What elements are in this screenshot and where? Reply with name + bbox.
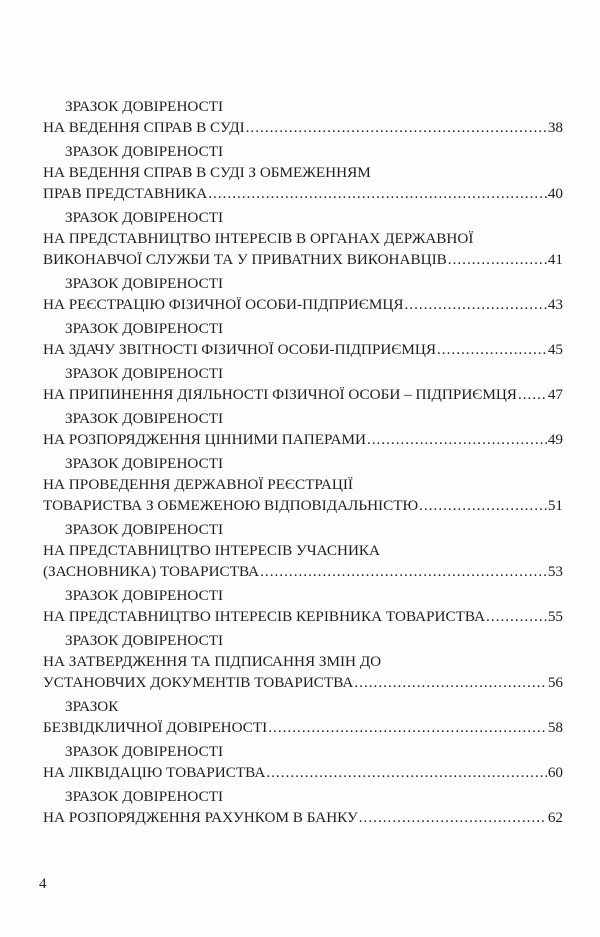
entry-title-line: НА ПРЕДСТАВНИЦТВО ІНТЕРЕСІВ В ОРГАНАХ ДЕРЖАВНОЇ — [43, 230, 474, 247]
dot-leader — [419, 495, 547, 516]
toc-entry[interactable] — [43, 786, 563, 828]
entry-title: НА РЕЄСТРАЦІЮ ФІЗИЧНОЇ ОСОБИ-ПІДПРИЄМЦЯ — [43, 296, 404, 313]
toc-entry[interactable] — [43, 318, 563, 360]
toc-entry[interactable] — [43, 363, 563, 405]
entry-heading: ЗРАЗОК ДОВІРЕНОСТІ — [65, 143, 224, 160]
entry-title-last-line — [43, 807, 563, 828]
table-of-contents — [43, 96, 563, 831]
entry-title: НА ПРЕДСТАВНИЦТВО ІНТЕРЕСІВ КЕРІВНИКА ТОВАРИСТВА — [43, 608, 486, 625]
toc-entry[interactable] — [43, 741, 563, 783]
entry-title: НА РОЗПОРЯДЖЕННЯ ЦІННИМИ ПАПЕРАМИ — [43, 431, 366, 448]
entry-title-line: НА ВЕДЕННЯ СПРАВ В СУДІ З ОБМЕЖЕННЯМ — [43, 164, 371, 181]
dot-leader — [518, 384, 547, 405]
entry-title: ПРАВ ПРЕДСТАВНИКА — [43, 185, 208, 202]
dot-leader — [266, 762, 546, 783]
entry-page-number: 62 — [547, 809, 563, 826]
entry-title-last-line — [43, 561, 563, 582]
entry-title-last-line — [43, 495, 563, 516]
entry-title: ТОВАРИСТВА З ОБМЕЖЕНОЮ ВІДПОВІДАЛЬНІСТЮ — [43, 497, 419, 514]
entry-title-line: НА ПРОВЕДЕННЯ ДЕРЖАВНОЇ РЕЄСТРАЦІЇ — [43, 476, 353, 493]
page-number: 4 — [39, 876, 47, 892]
entry-title: НА ВЕДЕННЯ СПРАВ В СУДІ — [43, 119, 245, 136]
dot-leader — [486, 606, 547, 627]
entry-title-last-line — [43, 339, 563, 360]
toc-entry[interactable] — [43, 519, 563, 582]
dot-leader — [404, 294, 546, 315]
entry-heading: ЗРАЗОК ДОВІРЕНОСТІ — [65, 788, 224, 805]
dot-leader — [208, 183, 547, 204]
entry-heading: ЗРАЗОК ДОВІРЕНОСТІ — [65, 275, 224, 292]
dot-leader — [367, 429, 547, 450]
dot-leader — [359, 807, 547, 828]
entry-page-number: 45 — [547, 341, 563, 358]
entry-title: НА ЛІКВІДАЦІЮ ТОВАРИСТВА — [43, 764, 266, 781]
entry-heading: ЗРАЗОК ДОВІРЕНОСТІ — [65, 455, 224, 472]
dot-leader — [437, 339, 547, 360]
entry-heading: ЗРАЗОК ДОВІРЕНОСТІ — [65, 521, 224, 538]
entry-page-number: 49 — [547, 431, 563, 448]
entry-title-last-line — [43, 717, 563, 738]
entry-heading: ЗРАЗОК ДОВІРЕНОСТІ — [65, 320, 224, 337]
entry-page-number: 56 — [547, 674, 563, 691]
dot-leader — [354, 672, 546, 693]
entry-title-last-line — [43, 672, 563, 693]
toc-entry[interactable] — [43, 585, 563, 627]
entry-heading: ЗРАЗОК ДОВІРЕНОСТІ — [65, 410, 224, 427]
entry-title-line: НА ПРЕДСТАВНИЦТВО ІНТЕРЕСІВ УЧАСНИКА — [43, 542, 381, 559]
entry-heading: ЗРАЗОК ДОВІРЕНОСТІ — [65, 587, 224, 604]
toc-entry[interactable] — [43, 408, 563, 450]
entry-page-number: 40 — [547, 185, 563, 202]
toc-entry[interactable] — [43, 453, 563, 516]
entry-title-last-line — [43, 294, 563, 315]
dot-leader — [246, 117, 547, 138]
dot-leader — [268, 717, 547, 738]
entry-page-number: 53 — [547, 563, 563, 580]
entry-title: (ЗАСНОВНИКА) ТОВАРИСТВА — [43, 563, 260, 580]
entry-title-line: НА ЗАТВЕРДЖЕННЯ ТА ПІДПИСАННЯ ЗМІН ДО — [43, 653, 382, 670]
entry-page-number: 55 — [547, 608, 563, 625]
entry-heading: ЗРАЗОК — [65, 698, 119, 715]
entry-heading: ЗРАЗОК ДОВІРЕНОСТІ — [65, 98, 224, 115]
entry-page-number: 58 — [547, 719, 563, 736]
toc-entry[interactable] — [43, 273, 563, 315]
entry-title-last-line — [43, 183, 563, 204]
entry-title-last-line — [43, 606, 563, 627]
entry-heading: ЗРАЗОК ДОВІРЕНОСТІ — [65, 365, 224, 382]
toc-entry[interactable] — [43, 141, 563, 204]
entry-page-number: 47 — [547, 386, 563, 403]
entry-page-number: 41 — [547, 251, 563, 268]
dot-leader — [260, 561, 547, 582]
entry-heading: ЗРАЗОК ДОВІРЕНОСТІ — [65, 209, 224, 226]
entry-title-last-line — [43, 429, 563, 450]
entry-title: УСТАНОВЧИХ ДОКУМЕНТІВ ТОВАРИСТВА — [43, 674, 354, 691]
entry-page-number: 60 — [547, 764, 563, 781]
entry-page-number: 38 — [547, 119, 563, 136]
toc-entry[interactable] — [43, 96, 563, 138]
entry-title-last-line — [43, 762, 563, 783]
entry-title-last-line — [43, 249, 563, 270]
entry-title-last-line — [43, 117, 563, 138]
entry-page-number: 43 — [547, 296, 563, 313]
entry-title: ВИКОНАВЧОЇ СЛУЖБИ ТА У ПРИВАТНИХ ВИКОНАВЦІВ — [43, 251, 447, 268]
entry-title: НА ЗДАЧУ ЗВІТНОСТІ ФІЗИЧНОЇ ОСОБИ-ПІДПРИЄМЦЯ — [43, 341, 436, 358]
dot-leader — [448, 249, 547, 270]
entry-title: НА ПРИПИНЕННЯ ДІЯЛЬНОСТІ ФІЗИЧНОЇ ОСОБИ – ПІДПРИЄМЦЯ — [43, 386, 517, 403]
toc-entry[interactable] — [43, 696, 563, 738]
entry-title: БЕЗВІДКЛИЧНОЇ ДОВІРЕНОСТІ — [43, 719, 268, 736]
entry-heading: ЗРАЗОК ДОВІРЕНОСТІ — [65, 743, 224, 760]
entry-title-last-line — [43, 384, 563, 405]
toc-entry[interactable] — [43, 630, 563, 693]
entry-page-number: 51 — [547, 497, 563, 514]
toc-entry[interactable] — [43, 207, 563, 270]
entry-heading: ЗРАЗОК ДОВІРЕНОСТІ — [65, 632, 224, 649]
entry-title: НА РОЗПОРЯДЖЕННЯ РАХУНКОМ В БАНКУ — [43, 809, 358, 826]
